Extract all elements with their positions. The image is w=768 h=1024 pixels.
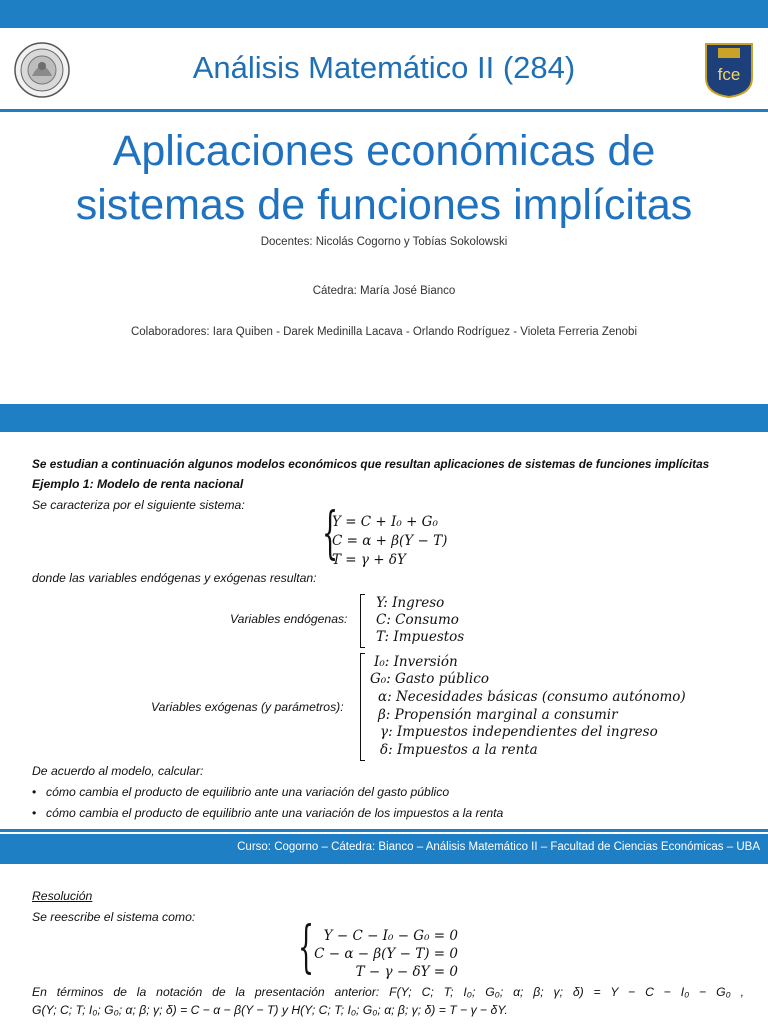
tasks-intro: De acuerdo al modelo, calcular:: [32, 764, 204, 778]
catedra-text: Cátedra: María José Bianco: [312, 285, 456, 297]
rewritten-eq-1: Y − C − I₀ − G₀ = 0: [323, 928, 458, 944]
rewritten-system: [298, 915, 468, 986]
intro-heading: Se estudian a continuación algunos modelos económicos que resultan aplicaciones de sistemas de funciones implícitas: [32, 457, 710, 471]
exogenous-label: Variables exógenas (y parámetros):: [151, 700, 344, 714]
endogenous-bracket: [360, 594, 365, 648]
exogenous-item: δ: Impuestos a la renta: [380, 742, 538, 758]
fce-logo-text: fce: [717, 65, 741, 84]
exogenous-item: γ: Impuestos independientes del ingreso: [380, 724, 658, 740]
docentes-text: Docentes: Nicolás Cogorno y Tobías Sokolowski: [260, 236, 508, 248]
course-title: Análisis Matemático II (284): [192, 50, 576, 85]
footer-text: Curso: Cogorno – Cátedra: Bianco – Análisis Matemático II – Facultad de Ciencias Económicas – UBA: [237, 841, 760, 853]
variables-intro: donde las variables endógenas y exógenas resultan:: [32, 571, 317, 585]
exogenous-item: β: Propensión marginal a consumir: [378, 707, 618, 723]
title-line-1: Aplicaciones económicas de: [112, 127, 656, 175]
header-divider: [0, 109, 768, 112]
resolution-heading: Resolución: [32, 889, 93, 903]
rewrite-text: Se reescribe el sistema como:: [32, 910, 196, 924]
title-line-2: sistemas de funciones implícitas: [75, 181, 693, 229]
top-bar: [0, 0, 768, 28]
section-bar: [0, 404, 768, 432]
system-eq-2: C = α + β(Y − T): [332, 533, 448, 549]
system-eq-1: Y = C + I₀ + G₀: [332, 514, 438, 530]
exogenous-item: G₀: Gasto público: [370, 671, 489, 687]
left-brace-icon: {: [322, 501, 339, 566]
endogenous-item: Y: Ingreso: [376, 595, 445, 611]
exogenous-item: α: Necesidades básicas (consumo autónomo): [378, 689, 686, 705]
rewritten-eq-2: C − α − β(Y − T) = 0: [314, 946, 458, 962]
left-brace-icon: {: [298, 915, 315, 980]
exogenous-bracket: [360, 653, 365, 761]
endogenous-item: C: Consumo: [376, 612, 459, 628]
notation-line-2: G(Y; C; T; I₀; G₀; α; β; γ; δ) = C − α − β(Y − T) y H(Y; C; T; I₀; G₀; α; β; γ; δ) = T − γ − δY.: [32, 1003, 508, 1017]
exogenous-item: I₀: Inversión: [374, 654, 458, 670]
rewritten-eq-3: T − γ − δY = 0: [355, 964, 458, 980]
page-title: [0, 124, 768, 232]
endogenous-label: Variables endógenas:: [230, 612, 348, 626]
notation-line-1: En términos de la notación de la presentación anterior: F(Y; C; T; I₀; G₀; α; β; γ; δ) = Y − C − I₀ − G₀ ,: [32, 985, 744, 999]
colaboradores-text: Colaboradores: Iara Quiben - Darek Medinilla Lacava - Orlando Rodríguez - Violeta Ferreria Zenobi: [130, 326, 638, 338]
system-eq-3: T = γ + δY: [332, 552, 406, 568]
characterized-text: Se caracteriza por el siguiente sistema:: [32, 498, 245, 512]
endogenous-item: T: Impuestos: [376, 629, 465, 645]
task-item: • cómo cambia el producto de equilibrio ante una variación del gasto público: [46, 785, 449, 799]
footer-divider: [0, 829, 768, 832]
task-item: • cómo cambia el producto de equilibrio ante una variación de los impuestos a la renta: [46, 806, 503, 820]
system-equations: [322, 501, 462, 572]
fce-logo-icon: [704, 42, 754, 98]
example-title: Ejemplo 1: Modelo de renta nacional: [32, 477, 244, 491]
